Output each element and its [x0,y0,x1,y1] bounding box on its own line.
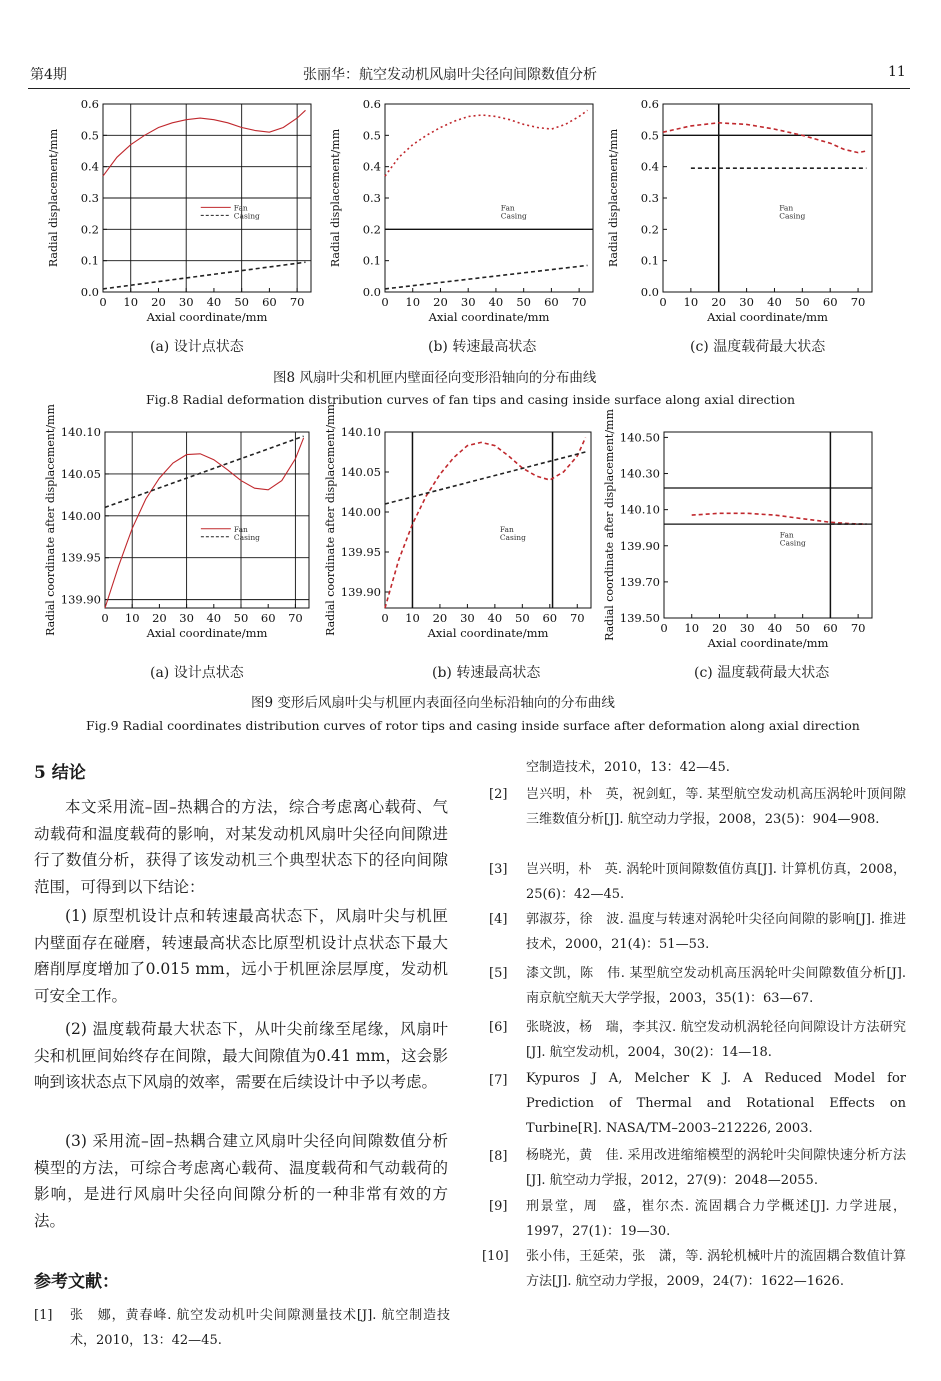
fig9-caption-en: Fig.9 Radial coordinates distribution curves of rotor tips and casing inside surface after deformation along axial direction [86,718,860,733]
fig8-caption-zh: 图8 风扇叶尖和机匣内壁面径向变形沿轴向的分布曲线 [273,370,597,386]
legend-label: Casing [233,211,260,221]
legend-label: Casing [500,211,527,221]
y-tick-label: 139.90 [619,538,660,553]
reference-number: [1] [34,1308,53,1323]
y-tick-label: 0.2 [80,222,99,237]
y-tick-label: 140.00 [60,508,101,523]
y-tick-label: 0.5 [80,128,99,143]
x-tick-label: 60 [544,295,559,309]
fig8-caption-en: Fig.8 Radial deformation distribution curves of fan tips and casing inside surface along axial direction [146,392,796,407]
header-rule [28,88,910,89]
fig8a-chart [45,96,315,336]
paragraph-conclusion-1: (1) 原型机设计点和转速最高状态下，风扇叶尖与机匣内壁面存在碰磨，转速最高状态比原型机设计点状态下最大磨削厚度增加了0.015 mm，远小于机匣涂层厚度，发动机可安全工作。 [34,907,448,1005]
x-tick-label: 20 [432,611,448,625]
x-tick-label: 60 [822,295,838,309]
page-number: 11 [888,64,906,80]
y-axis-label: Radial coordinate after displacement/mm [44,404,57,636]
legend-label: Fan [233,203,248,213]
x-tick-label: 20 [433,295,448,309]
y-axis-label: Radial coordinate after displacement/mm [603,409,616,641]
x-tick-label: 60 [260,611,276,625]
y-tick-label: 0.3 [80,191,99,205]
y-tick-label: 0.6 [640,97,659,111]
legend-label: Casing [779,538,806,548]
reference-number: [5] [489,966,508,981]
x-axis-label: Axial coordinate/mm [707,636,829,650]
x-tick-label: 40 [488,295,504,309]
reference-text: 岂兴明，朴 英. 涡轮叶顶间隙数值仿真[J]. 计算机仿真，2008，25(6)：42—45. [526,862,906,902]
x-tick-label: 70 [288,611,303,625]
series-line-casing [385,452,586,504]
x-tick-label: 50 [233,611,249,625]
series-line-casing [105,436,304,507]
x-tick-label: 10 [683,295,699,309]
x-tick-label: 10 [405,295,421,309]
x-axis-label: Axial coordinate/mm [146,626,268,640]
x-tick-label: 60 [823,621,838,635]
x-tick-label: 60 [542,611,558,625]
x-tick-label: 50 [516,295,531,309]
x-axis-label: Axial coordinate/mm [428,310,550,324]
y-tick-label: 140.50 [619,430,660,445]
y-tick-label: 139.90 [340,585,381,599]
x-tick-label: 30 [460,295,476,309]
fig9c-subcaption: (c) 温度载荷最大状态 [694,665,830,681]
y-tick-label: 0.2 [362,222,381,237]
x-tick-label: 20 [152,611,167,625]
y-tick-label: 0.4 [362,159,381,174]
y-axis-label: Radial coordinate after displacement/mm [324,404,337,636]
x-tick-label: 30 [178,295,194,309]
x-axis-label: Axial coordinate/mm [427,626,549,640]
running-title: 张丽华：航空发动机风扇叶尖径向间隙数值分析 [303,67,597,83]
x-tick-label: 10 [405,611,420,625]
reference-text: 岂兴明，朴 英，祝剑虹，等. 某型航空发动机高压涡轮叶顶间隙三维数值分析[J]. 航空动力学报，2008，23(5)：904—908. [526,787,906,827]
x-tick-label: 40 [206,295,222,309]
y-axis-label: Radial displacement/mm [607,128,620,268]
y-tick-label: 0.1 [640,253,659,268]
reference-number: [6] [489,1020,508,1035]
plot-frame [385,104,593,292]
fig9a-chart [42,404,317,658]
x-axis-label: Axial coordinate/mm [707,310,828,324]
plot-frame [663,104,872,292]
x-tick-label: 10 [124,611,140,625]
reference-text: Kypuros J A, Melcher K J. A Reduced Model for Prediction of Thermal and Rotational Effects on Turbine[R]. NASA/TM–2003–212226, 2003. [526,1071,906,1136]
reference-text: 漆文凯，陈 伟. 某型航空发动机高压涡轮叶尖间隙数值分析[J]. 南京航空航天大学学报，2003，35(1)：63—67. [526,966,906,1006]
series-line-fan [663,123,866,153]
fig8c-subcaption: (c) 温度载荷最大状态 [690,339,826,355]
y-tick-label: 0.1 [362,253,381,268]
x-tick-label: 40 [767,621,783,635]
reference-text: 张 娜，黄春峰. 航空发动机叶尖间隙测量技术[J]. 航空制造技术，2010，13：42—45. [70,1308,450,1348]
series-line-casing [103,262,306,289]
y-tick-label: 0.6 [80,97,99,111]
fig8b-subcaption: (b) 转速最高状态 [428,339,537,355]
y-tick-label: 139.90 [60,592,101,607]
section-title: 5 结论 [34,763,86,783]
x-tick-label: 70 [569,611,585,625]
x-tick-label: 0 [99,295,107,309]
reference-text: 郭淑芬，徐 波. 温度与转速对涡轮叶尖径向间隙的影响[J]. 推进技术，2000，21(4)：51—53. [526,912,906,952]
reference-number: [2] [489,787,508,802]
fig8a-subcaption: (a) 设计点状态 [150,339,244,355]
plot-frame [385,432,591,608]
legend-label: Casing [233,532,260,542]
legend-label: Casing [779,211,806,221]
series-line-fan [385,438,586,608]
reference-number: [3] [489,862,508,877]
y-tick-label: 140.10 [340,425,381,439]
plot-frame [664,432,872,618]
series-line-fan [692,513,867,524]
references-title: 参考文献： [34,1272,119,1292]
y-tick-label: 0.0 [362,285,381,299]
x-tick-label: 50 [795,621,810,635]
series-line-fan [105,438,304,608]
x-tick-label: 20 [151,295,166,309]
y-tick-label: 0.3 [640,191,659,205]
y-tick-label: 0.5 [362,128,381,143]
x-axis-label: Axial coordinate/mm [146,310,268,324]
journal-issue: 第4期 [30,67,67,83]
y-tick-label: 0.0 [80,285,99,299]
y-axis-label: Radial displacement/mm [329,128,342,268]
fig9-caption-zh: 图9 变形后风扇叶尖与机匣内表面径向坐标沿轴向的分布曲线 [251,695,615,711]
y-tick-label: 0.5 [640,128,659,143]
y-tick-label: 0.3 [362,191,381,205]
reference-number: [8] [489,1149,508,1164]
x-tick-label: 0 [381,295,389,309]
x-tick-label: 40 [206,611,222,625]
paragraph-conclusion-3: (3) 采用流–固–热耦合建立风扇叶尖径向间隙数值分析模型的方法，可综合考虑离心载荷、温度载荷和气动载荷的影响，是进行风扇叶尖径向间隙分析的一种非常有效的方法。 [34,1132,448,1230]
series-line-fan [385,110,588,176]
x-tick-label: 30 [739,621,755,635]
reference-text: 张小伟，王延荣，张 潇，等. 涡轮机械叶片的流固耦合数值计算方法[J]. 航空动力学报，2009，24(7)：1622—1626. [526,1249,906,1289]
x-tick-label: 30 [179,611,194,625]
x-tick-label: 50 [234,295,249,309]
y-tick-label: 140.10 [619,502,660,517]
fig9b-chart [322,404,600,658]
y-tick-label: 140.30 [619,466,660,481]
x-tick-label: 20 [712,621,727,635]
legend-label: Fan [233,524,248,534]
y-tick-label: 0.2 [640,222,659,237]
y-tick-label: 139.50 [619,611,660,625]
y-tick-label: 0.4 [640,159,659,174]
x-tick-label: 10 [123,295,139,309]
x-tick-label: 50 [795,295,810,309]
y-tick-label: 0.4 [80,159,99,174]
series-line-casing [385,265,588,289]
reference-number: [4] [489,912,508,927]
y-tick-label: 0.6 [362,97,381,111]
x-tick-label: 0 [660,621,668,635]
x-tick-label: 70 [289,295,305,309]
x-tick-label: 0 [659,295,667,309]
reference-number: [10] [482,1249,509,1264]
x-tick-label: 0 [381,611,389,625]
y-tick-label: 139.95 [60,550,101,565]
fig9b-subcaption: (b) 转速最高状态 [432,665,541,681]
y-tick-label: 139.95 [340,545,381,559]
x-tick-label: 50 [515,611,530,625]
x-tick-label: 60 [262,295,277,309]
x-tick-label: 40 [487,611,503,625]
y-axis-label: Radial displacement/mm [47,128,60,268]
y-tick-label: 140.05 [340,465,381,479]
legend-label: Fan [499,524,514,534]
fig9a-subcaption: (a) 设计点状态 [150,665,244,681]
x-tick-label: 0 [101,611,109,625]
legend-label: Casing [499,532,526,542]
y-tick-label: 140.10 [60,425,101,439]
legend-label: Fan [500,203,515,213]
reference-number: [7] [489,1073,508,1088]
x-tick-label: 40 [767,295,782,309]
legend-label: Fan [779,203,794,213]
x-tick-label: 20 [711,295,727,309]
x-tick-label: 30 [460,611,475,625]
y-tick-label: 139.70 [619,574,660,589]
legend-label: Fan [779,530,794,540]
reference-text-tail: 空制造技术，2010，13：42—45. [526,760,730,775]
reference-number: [9] [489,1199,508,1214]
x-tick-label: 10 [684,621,700,635]
fig9c-chart [601,409,881,658]
reference-text: 张晓波，杨 瑞，李其汉. 航空发动机涡轮径向间隙设计方法研究[J]. 航空发动机，2004，30(2)：14—18. [526,1020,906,1060]
fig8b-chart [327,96,597,336]
paragraph-conclusion-2: (2) 温度载荷最大状态下，从叶尖前缘至尾缘，风扇叶尖和机匣间始终存在间隙，最大间隙值为0.41 mm，这会影响到该状态点下风扇的效率，需要在后续设计中予以考虑。 [34,1020,448,1091]
y-tick-label: 0.0 [640,285,659,299]
y-tick-label: 0.1 [80,253,99,268]
paragraph-intro: 本文采用流–固–热耦合的方法，综合考虑离心载荷、气动载荷和温度载荷的影响，对某发动机风扇叶尖径向间隙进行了数值分析，获得了该发动机三个典型状态下的径向间隙范围，可得到以下结论： [34,798,448,896]
y-tick-label: 140.00 [340,505,381,519]
x-tick-label: 70 [850,621,866,635]
y-tick-label: 140.05 [60,466,101,481]
x-tick-label: 30 [739,295,754,309]
reference-text-continuation [526,755,904,780]
x-tick-label: 70 [571,295,587,309]
x-tick-label: 70 [850,295,866,309]
reference-text: 杨晓光，黄 佳. 采用改进缩缩模型的涡轮叶尖间隙快速分析方法[J]. 航空动力学报，2012，27(9)：2048—2055. [526,1148,906,1188]
fig8c-chart [605,96,880,336]
reference-text: 刑景堂，周 盛，崔尔杰. 流固耦合力学概述[J]. 力学进展，1997，27(1)：19—30. [526,1199,906,1239]
